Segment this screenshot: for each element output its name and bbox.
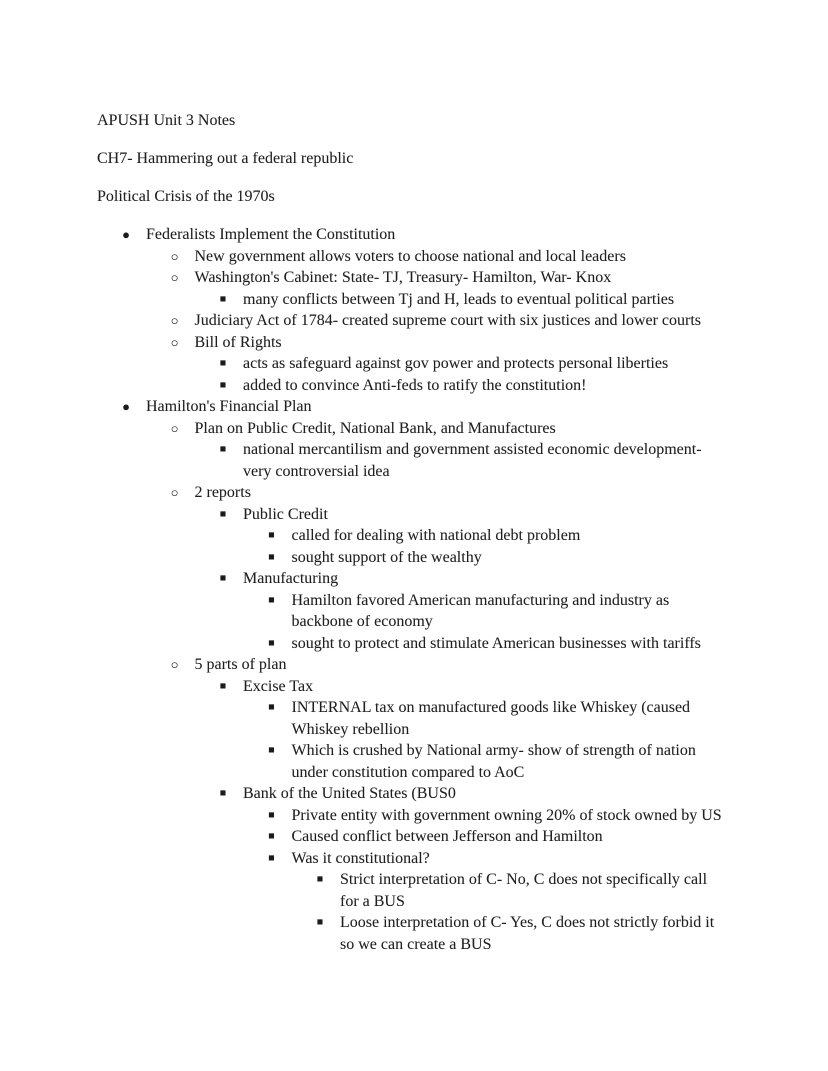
list-item	[97, 697, 797, 740]
square-bullet-icon: ■	[219, 508, 227, 520]
list-item-text: sought to protect and stimulate American businesses with tariffs	[291, 634, 701, 652]
list-item-text: 5 parts of plan	[194, 656, 287, 673]
list-item-text: Judiciary Act of 1784- created supreme court with six justices and lower courts	[194, 312, 702, 329]
list-item-text: New government allows voters to choose national and local leaders	[194, 247, 626, 265]
list-item-text: Federalists Implement the Constitution	[146, 226, 396, 243]
list-item-text: added to convince Anti-feds to ratify the constitution!	[243, 376, 587, 394]
list-item-text: INTERNAL tax on manufactured goods like Whiskey (caused Whiskey rebellion	[291, 699, 691, 738]
list-item	[97, 504, 797, 526]
list-item-text: acts as safeguard against gov power and protects personal liberties	[243, 355, 669, 372]
list-item-text: Which is crushed by National army- show of strength of nation under constitution compared to AoC	[291, 742, 696, 781]
square-bullet-icon: ■	[219, 293, 227, 305]
list-item	[97, 568, 797, 590]
square-bullet-icon: ■	[268, 831, 275, 842]
square-bullet-icon: ■	[219, 573, 227, 584]
list-item-text: sought support of the wealthy	[291, 548, 482, 566]
square-bullet-icon: ■	[268, 637, 275, 649]
list-item	[97, 826, 797, 848]
circle-bullet-icon: ○	[170, 270, 179, 285]
square-bullet-icon: ■	[268, 594, 275, 606]
list-item	[97, 547, 797, 569]
square-bullet-icon: ■	[316, 917, 324, 928]
document-content	[97, 110, 797, 955]
list-item	[97, 246, 797, 268]
notes-list	[97, 224, 797, 955]
circle-bullet-icon: ○	[170, 313, 179, 328]
list-item	[97, 396, 797, 418]
list-item	[97, 224, 797, 246]
square-bullet-icon: ■	[268, 702, 275, 713]
list-item	[97, 633, 797, 655]
list-item	[97, 848, 797, 870]
list-item	[97, 482, 797, 504]
list-item	[97, 783, 797, 805]
square-bullet-icon: ■	[219, 680, 227, 692]
list-item-text: Bill of Rights	[194, 333, 282, 351]
square-bullet-icon: ■	[268, 852, 275, 864]
list-item	[97, 375, 797, 397]
square-bullet-icon: ■	[268, 530, 275, 541]
square-bullet-icon: ■	[316, 874, 324, 885]
doc-title: APUSH Unit 3 Notes	[97, 112, 236, 129]
list-item	[97, 869, 797, 912]
list-item	[97, 267, 797, 289]
circle-bullet-icon: ○	[170, 657, 179, 672]
doc-chapter-heading: CH7- Hammering out a federal republic	[97, 150, 354, 167]
list-item-text: Washington's Cabinet: State- TJ, Treasury- Hamilton, War- Knox	[194, 269, 612, 286]
doc-section-heading: Political Crisis of the 1970s	[97, 188, 275, 205]
list-item	[97, 439, 797, 482]
list-item	[97, 525, 797, 547]
list-item-text: Manufacturing	[243, 570, 339, 587]
list-item-text: 2 reports	[194, 484, 251, 501]
list-item-text: Plan on Public Credit, National Bank, and Manufactures	[194, 419, 556, 437]
list-item-text: Hamilton favored American manufacturing and industry as backbone of economy	[291, 591, 670, 630]
circle-bullet-icon: ○	[170, 485, 179, 500]
list-item-text: Bank of the United States (BUS0	[243, 785, 456, 802]
list-item	[97, 654, 797, 676]
list-item-text: national mercantilism and government assisted economic development- very controversial idea	[243, 441, 702, 480]
list-item	[97, 590, 797, 633]
square-bullet-icon: ■	[219, 444, 227, 455]
list-item	[97, 353, 797, 375]
list-item	[97, 740, 797, 783]
list-item-text: called for dealing with national debt problem	[291, 527, 581, 544]
disc-bullet-icon: ●	[122, 227, 130, 242]
list-item-text: many conflicts between Tj and H, leads to eventual political parties	[243, 290, 675, 308]
list-item	[97, 805, 797, 827]
list-item-text: Excise Tax	[243, 677, 314, 695]
list-item	[97, 912, 797, 955]
list-item-text: Caused conflict between Jefferson and Hamilton	[291, 828, 603, 845]
square-bullet-icon: ■	[268, 551, 275, 563]
disc-bullet-icon: ●	[122, 399, 130, 414]
circle-bullet-icon: ○	[170, 420, 179, 436]
list-item-text: Private entity with government owning 20% of stock owned by US	[291, 806, 722, 824]
list-item-text: Was it constitutional?	[291, 849, 430, 867]
list-item	[97, 289, 797, 311]
list-item-text: Hamilton's Financial Plan	[146, 398, 312, 415]
list-item-text: Loose interpretation of C- Yes, C does not strictly forbid it so we can create a BUS	[340, 914, 715, 953]
square-bullet-icon: ■	[219, 358, 227, 369]
list-item-text: Strict interpretation of C- No, C does not specifically call for a BUS	[340, 871, 708, 910]
square-bullet-icon: ■	[219, 379, 227, 391]
list-item	[97, 310, 797, 332]
circle-bullet-icon: ○	[170, 334, 179, 350]
list-item	[97, 676, 797, 698]
list-item	[97, 418, 797, 440]
list-item	[97, 332, 797, 354]
circle-bullet-icon: ○	[170, 248, 179, 264]
list-item-text: Public Credit	[243, 505, 328, 523]
square-bullet-icon: ■	[268, 745, 275, 756]
square-bullet-icon: ■	[268, 809, 275, 821]
square-bullet-icon: ■	[219, 788, 227, 799]
